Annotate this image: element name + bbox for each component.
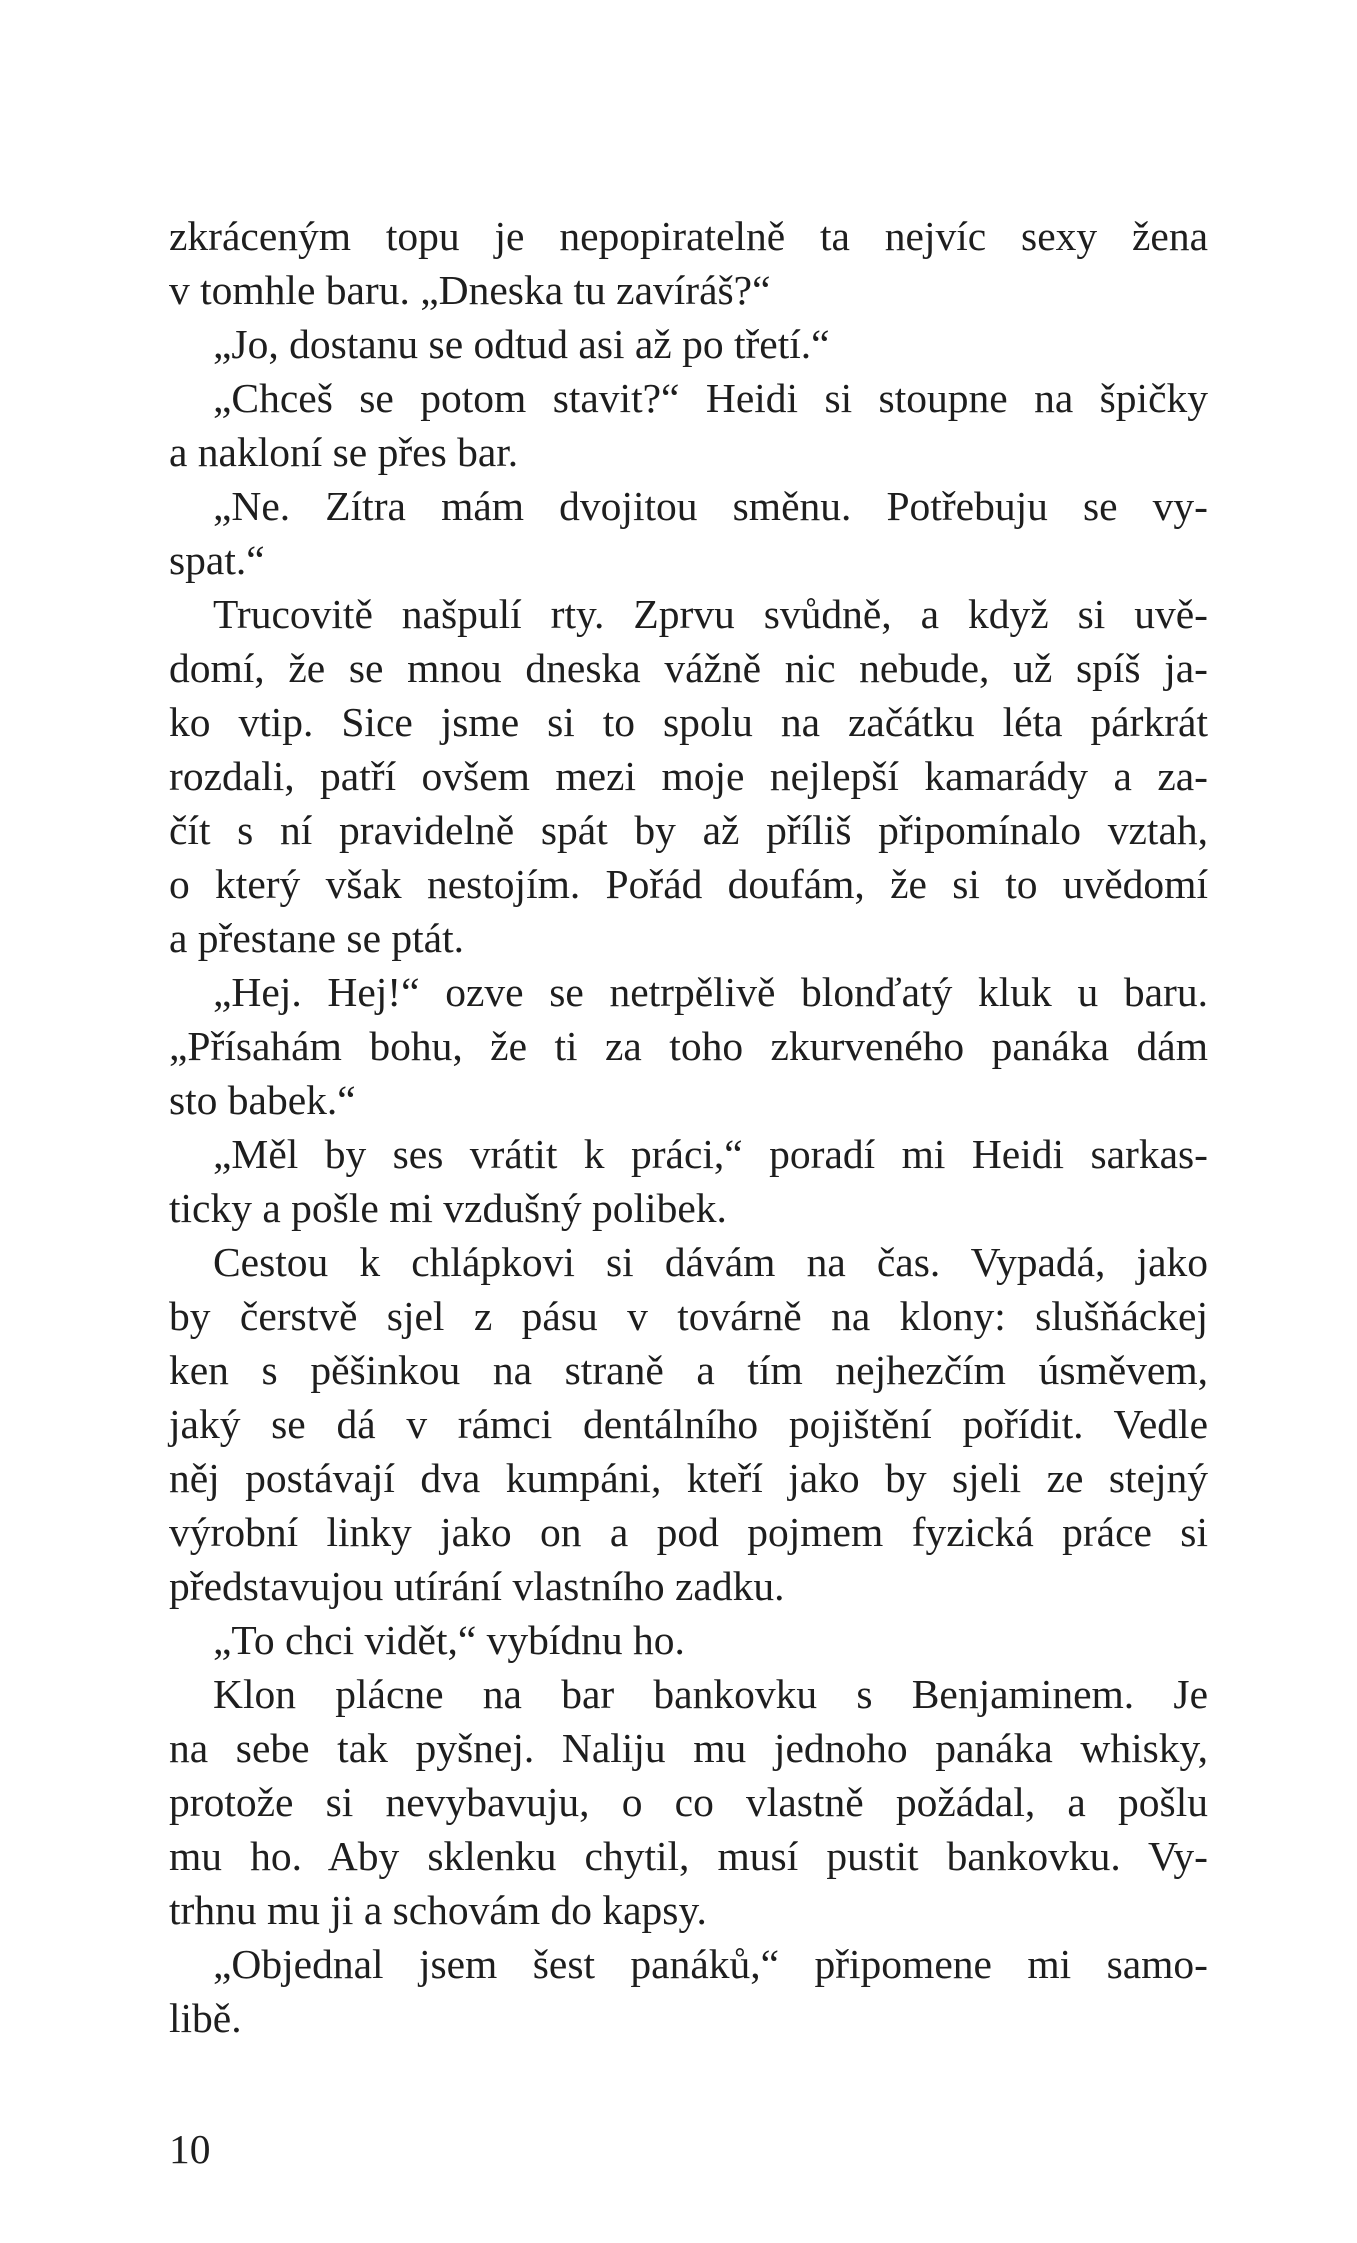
text-line: o který však nestojím. Pořád doufám, že si to uvědomí: [169, 861, 1208, 907]
text-line: výrobní linky jako on a pod pojmem fyzická práce si: [169, 1509, 1208, 1555]
text-line: Cestou k chlápkovi si dávám na čas. Vypadá, jako: [213, 1239, 1208, 1285]
text-line: „To chci vidět,“ vybídnu ho.: [213, 1617, 685, 1663]
text-line: „Přísahám bohu, že ti za toho zkurveného panáka dám: [169, 1023, 1208, 1069]
text-line: ticky a pošle mi vzdušný polibek.: [169, 1185, 727, 1231]
text-line: a přestane se ptát.: [169, 915, 464, 961]
text-line: „Jo, dostanu se odtud asi až po třetí.“: [213, 321, 830, 367]
text-line: ko vtip. Sice jsme si to spolu na začátku léta párkrát: [169, 699, 1208, 745]
text-line: „Chceš se potom stavit?“ Heidi si stoupne na špičky: [213, 375, 1208, 421]
text-line: Klon plácne na bar bankovku s Benjaminem. Je: [213, 1671, 1208, 1717]
body-text: [169, 209, 1208, 2045]
text-line: mu ho. Aby sklenku chytil, musí pustit bankovku. Vy-: [169, 1833, 1208, 1879]
text-line: zkráceným topu je nepopiratelně ta nejvíc sexy žena: [169, 213, 1208, 259]
text-line: v tomhle baru. „Dneska tu zavíráš?“: [169, 267, 771, 313]
text-line: spat.“: [169, 537, 265, 583]
text-line: Trucovitě našpulí rty. Zprvu svůdně, a když si uvě-: [213, 591, 1208, 637]
text-line: něj postávají dva kumpáni, kteří jako by sjeli ze stejný: [169, 1455, 1208, 1501]
text-line: „Objednal jsem šest panáků,“ připomene mi samo-: [213, 1941, 1208, 1987]
text-line: „Hej. Hej!“ ozve se netrpělivě blonďatý kluk u baru.: [213, 969, 1208, 1015]
text-line: jaký se dá v rámci dentálního pojištění pořídit. Vedle: [169, 1401, 1208, 1447]
text-line: by čerstvě sjel z pásu v továrně na klony: slušňáckej: [169, 1293, 1208, 1339]
text-line: představujou utírání vlastního zadku.: [169, 1563, 785, 1609]
text-line: ken s pěšinkou na straně a tím nejhezčím úsměvem,: [169, 1347, 1208, 1393]
text-line: „Ne. Zítra mám dvojitou směnu. Potřebuju se vy-: [213, 483, 1208, 529]
text-line: čít s ní pravidelně spát by až příliš připomínalo vztah,: [169, 807, 1208, 853]
text-line: na sebe tak pyšnej. Naliju mu jednoho panáka whisky,: [169, 1725, 1208, 1771]
text-line: protože si nevybavuju, o co vlastně požádal, a pošlu: [169, 1779, 1208, 1825]
text-line: a nakloní se přes bar.: [169, 429, 519, 475]
text-line: trhnu mu ji a schovám do kapsy.: [169, 1887, 707, 1933]
page-number: 10: [169, 2126, 211, 2172]
text-line: domí, že se mnou dneska vážně nic nebude, už spíš ja-: [169, 645, 1208, 691]
text-line: „Měl by ses vrátit k práci,“ poradí mi Heidi sarkas-: [213, 1131, 1208, 1177]
text-line: rozdali, patří ovšem mezi moje nejlepší kamarády a za-: [169, 753, 1208, 799]
text-line: libě.: [169, 1995, 242, 2041]
text-line: sto babek.“: [169, 1077, 356, 1123]
